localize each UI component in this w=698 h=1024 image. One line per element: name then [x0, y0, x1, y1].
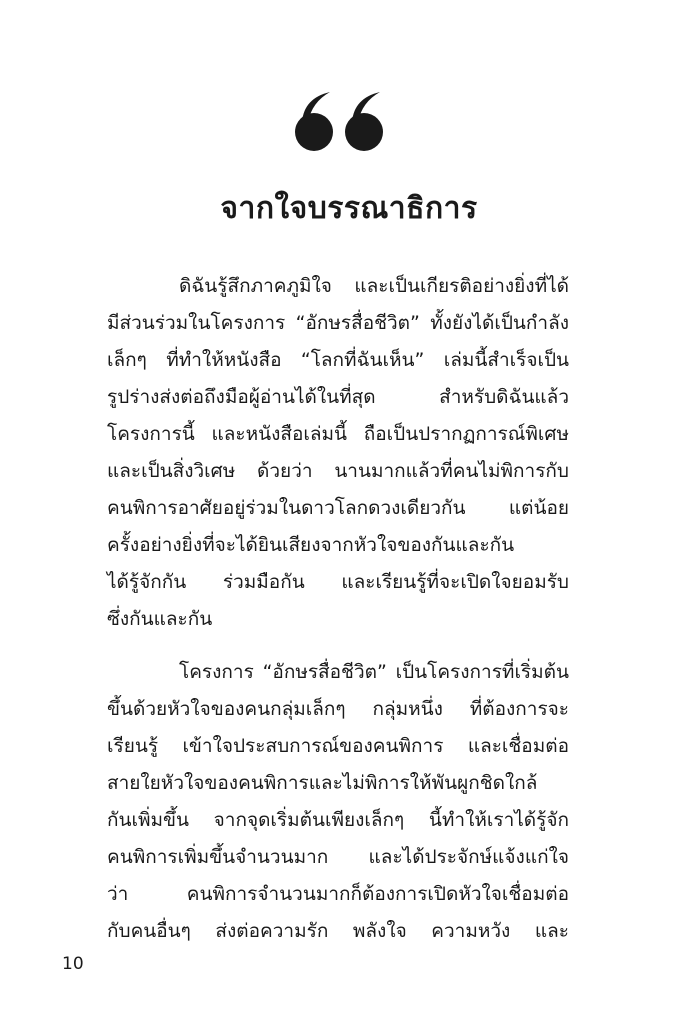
text-line: รูปร่างส่งต่อถึงมือผู้อ่านได้ในที่สุด สำหรับดิฉันแล้ว [107, 386, 569, 408]
paragraph-1 [107, 268, 569, 638]
quote-mark-icon [292, 88, 388, 152]
text-line: มีส่วนร่วมในโครงการ “อักษรสื่อชีวิต” ทั้งยังได้เป็นกำลัง [107, 312, 569, 334]
text-line: กับคนอื่นๆ ส่งต่อความรัก พลังใจ ความหวัง และ [107, 920, 569, 942]
text-line: ดิฉันรู้สึกภาคภูมิใจ และเป็นเกียรติอย่างยิ่งที่ได้ [179, 275, 569, 297]
page-title: จากใจบรรณาธิการ [220, 191, 478, 226]
text-line: ซึ่งกันและกัน [107, 608, 213, 630]
text-line: สายใยหัวใจของคนพิการและไม่พิการให้พันผูกชิดใกล้ [107, 772, 538, 794]
editorial-body [107, 268, 569, 950]
text-line: ว่า คนพิการจำนวนมากก็ต้องการเปิดหัวใจเชื่อมต่อ [107, 883, 569, 905]
text-line: โครงการนี้ และหนังสือเล่มนี้ ถือเป็นปรากฏการณ์พิเศษ [107, 423, 569, 445]
text-line: กันเพิ่มขึ้น จากจุดเริ่มต้นเพียงเล็กๆ นี้ทำให้เราได้รู้จัก [107, 809, 569, 831]
text-line: คนพิการเพิ่มขึ้นจำนวนมาก และได้ประจักษ์แจ้งแก่ใจ [107, 846, 569, 868]
page-number: 10 [62, 954, 84, 974]
paragraph-2 [107, 654, 569, 950]
text-line: ขึ้นด้วยหัวใจของคนกลุ่มเล็กๆ กลุ่มหนึ่ง ที่ต้องการจะ [107, 698, 569, 720]
text-line: และเป็นสิ่งวิเศษ ด้วยว่า นานมากแล้วที่คนไม่พิการกับ [107, 460, 569, 482]
text-line: ได้รู้จักกัน ร่วมมือกัน และเรียนรู้ที่จะเปิดใจยอมรับ [107, 571, 569, 593]
text-line: เล็กๆ ที่ทำให้หนังสือ “โลกที่ฉันเห็น” เล่มนี้สำเร็จเป็น [107, 349, 569, 371]
text-line: เรียนรู้ เข้าใจประสบการณ์ของคนพิการ และเชื่อมต่อ [107, 735, 569, 757]
text-line: โครงการ “อักษรสื่อชีวิต” เป็นโครงการที่เริ่มต้น [179, 661, 569, 683]
text-line: ครั้งอย่างยิ่งที่จะได้ยินเสียงจากหัวใจของกันและกัน [107, 534, 515, 556]
text-line: คนพิการอาศัยอยู่ร่วมในดาวโลกดวงเดียวกัน แต่น้อย [107, 497, 569, 519]
